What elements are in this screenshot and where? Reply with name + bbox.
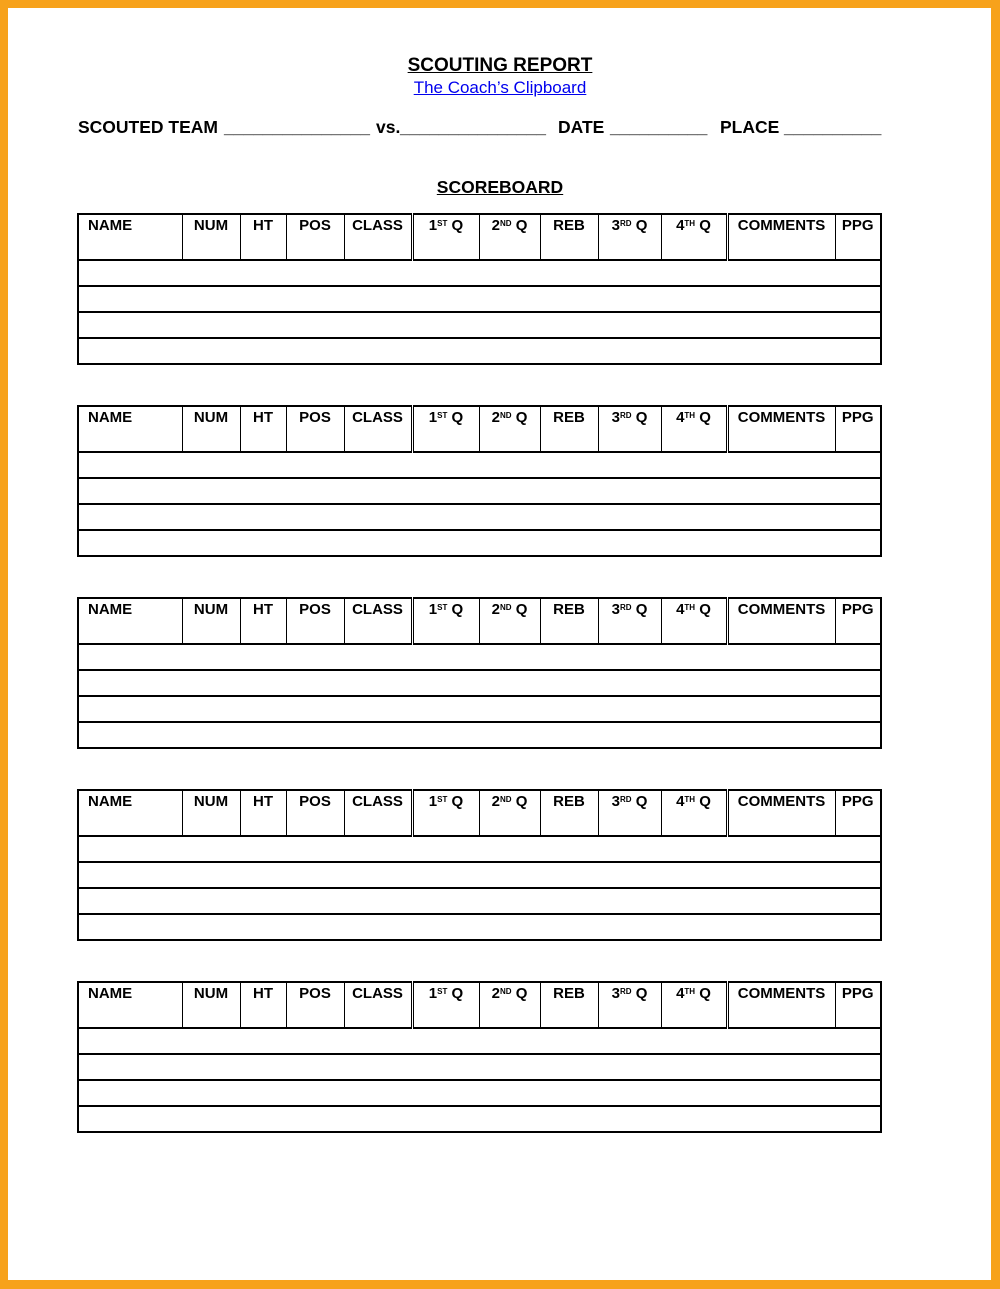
scoreboard-table [77,405,882,557]
column-header [286,982,344,1003]
column-header-label: NUM [193,793,229,810]
quarter-suffix: Q [511,217,528,234]
entry-cell[interactable] [661,235,727,260]
entry-cell[interactable] [412,811,479,836]
blank-row-cell[interactable] [78,1106,881,1132]
column-header-label: POS [299,793,331,810]
column-header-label: NAME [88,409,133,426]
column-header [479,406,540,427]
column-header-label: POS [299,601,331,618]
column-header [598,214,661,235]
vs-label: vs. [376,117,401,137]
blank-row-cell[interactable] [78,836,881,862]
column-header-label: CLASS [352,985,403,1002]
column-header [661,598,727,619]
column-header-label: NAME [88,601,133,618]
entry-cell[interactable] [835,1003,881,1028]
column-header-label: 3 [611,409,620,426]
scoreboard-table [77,213,882,365]
entry-cell[interactable] [598,235,661,260]
entry-cell[interactable] [412,619,479,644]
player-entry-row [78,235,881,260]
entry-cell[interactable] [661,1003,727,1028]
entry-cell[interactable] [78,1003,182,1028]
column-header [835,790,881,811]
column-header [78,214,182,235]
quarter-suffix: Q [631,409,648,426]
column-header [286,598,344,619]
quarter-suffix: Q [631,601,648,618]
blank-row [78,478,881,504]
blank-row [78,1028,881,1054]
column-header [286,406,344,427]
entry-cell[interactable] [479,619,540,644]
entry-cell[interactable] [240,1003,286,1028]
column-header [344,406,412,427]
column-header-label: PPG [841,601,874,618]
entry-cell[interactable] [661,811,727,836]
column-header-label: NUM [193,409,229,426]
entry-cell[interactable] [540,1003,598,1028]
column-header-label: CLASS [352,217,403,234]
player-entry-row [78,1003,881,1028]
blank-row [78,286,881,312]
scoreboard-table [77,597,882,749]
column-header [598,406,661,427]
blank-row-cell[interactable] [78,888,881,914]
column-header [540,406,598,427]
column-header [598,790,661,811]
column-header [344,790,412,811]
column-header [835,214,881,235]
column-header [240,598,286,619]
entry-cell[interactable] [240,619,286,644]
entry-cell[interactable] [661,427,727,452]
header-row [78,982,881,1003]
column-header [479,790,540,811]
quarter-suffix: Q [631,985,648,1002]
date-label: DATE [558,117,605,137]
blank-row [78,914,881,940]
entry-cell[interactable] [727,619,835,644]
column-header-label: 3 [611,793,620,810]
column-header [78,982,182,1003]
column-header [727,982,835,1003]
entry-cell[interactable] [479,1003,540,1028]
column-header [727,790,835,811]
blank-row-cell[interactable] [78,862,881,888]
entry-cell[interactable] [727,235,835,260]
ordinal-suffix: ND [499,795,512,804]
column-header-label: 3 [611,217,620,234]
opponent-field[interactable]: _______________ [400,117,546,137]
entry-cell[interactable] [661,619,727,644]
column-header-label: PPG [841,409,874,426]
entry-cell[interactable] [598,1003,661,1028]
entry-cell[interactable] [286,619,344,644]
column-header-label: 4 [676,985,685,1002]
column-header-label: 2 [491,985,500,1002]
column-header [835,598,881,619]
entry-cell[interactable] [598,811,661,836]
player-entry-row [78,427,881,452]
ordinal-suffix: ND [499,411,512,420]
column-header-label: PPG [841,217,874,234]
column-header-label: CLASS [352,409,403,426]
ordinal-suffix: ND [499,219,512,228]
entry-cell[interactable] [344,1003,412,1028]
column-header-label: NUM [193,601,229,618]
entry-cell[interactable] [727,1003,835,1028]
blank-row [78,312,881,338]
entry-cell[interactable] [344,427,412,452]
blank-row-cell[interactable] [78,1028,881,1054]
blank-row [78,260,881,286]
blank-row [78,1106,881,1132]
column-header [540,982,598,1003]
blank-row-cell[interactable] [78,696,881,722]
quarter-suffix: Q [447,601,464,618]
column-header [182,406,240,427]
header-row [78,214,881,235]
blank-row-cell[interactable] [78,338,881,364]
entry-cell[interactable] [240,235,286,260]
ordinal-suffix: RD [619,603,632,612]
column-header [286,790,344,811]
column-header-label: POS [299,985,331,1002]
column-header-label: COMMENTS [737,409,826,426]
entry-cell[interactable] [344,619,412,644]
column-header [412,982,479,1003]
column-header-label: PPG [841,793,874,810]
column-header-label: HT [253,217,273,234]
entry-cell[interactable] [182,1003,240,1028]
column-header [78,790,182,811]
column-header-label: POS [299,217,331,234]
quarter-suffix: Q [511,985,528,1002]
column-header [727,406,835,427]
entry-cell[interactable] [240,811,286,836]
quarter-suffix: Q [695,601,711,618]
column-header [182,598,240,619]
scouted-team-label: SCOUTED TEAM [78,117,218,137]
entry-cell[interactable] [540,235,598,260]
entry-cell[interactable] [78,811,182,836]
place-field[interactable]: __________ [784,117,882,137]
blank-row-cell[interactable] [78,530,881,556]
blank-row [78,644,881,670]
column-header [727,214,835,235]
scoreboard-table [77,981,882,1133]
header-row [78,790,881,811]
entry-cell[interactable] [286,1003,344,1028]
ordinal-suffix: ST [437,795,448,804]
column-header [78,598,182,619]
quarter-suffix: Q [631,217,648,234]
ordinal-suffix: ND [499,987,512,996]
column-header-label: REB [553,985,585,1002]
ordinal-suffix: ST [437,603,448,612]
ordinal-suffix: ST [437,219,448,228]
header-row [78,598,881,619]
ordinal-suffix: RD [619,987,632,996]
ordinal-suffix: RD [619,411,632,420]
column-header [661,790,727,811]
column-header [286,214,344,235]
column-header [240,406,286,427]
entry-cell[interactable] [598,427,661,452]
column-header [598,982,661,1003]
ordinal-suffix: TH [684,795,696,804]
entry-cell[interactable] [78,235,182,260]
column-header-label: POS [299,409,331,426]
entry-cell[interactable] [78,427,182,452]
column-header [344,598,412,619]
entry-cell[interactable] [182,619,240,644]
column-header-label: 3 [611,985,620,1002]
blank-row-cell[interactable] [78,286,881,312]
scoreboard-table [77,789,882,941]
column-header-label: HT [253,409,273,426]
column-header [540,214,598,235]
quarter-suffix: Q [447,217,464,234]
entry-cell[interactable] [412,1003,479,1028]
column-header-label: 4 [676,793,685,810]
quarter-suffix: Q [447,985,464,1002]
column-header [835,406,881,427]
column-header [540,598,598,619]
place-label: PLACE [720,117,780,137]
column-header-label: 4 [676,217,685,234]
column-header-label: HT [253,985,273,1002]
entry-cell[interactable] [182,811,240,836]
blank-row [78,452,881,478]
header-row [78,406,881,427]
date-field[interactable]: __________ [610,117,708,137]
ordinal-suffix: TH [684,603,696,612]
blank-row-cell[interactable] [78,644,881,670]
blank-row-cell[interactable] [78,722,881,748]
scoreboard-title: SCOREBOARD [436,177,564,197]
column-header-label: HT [253,601,273,618]
quarter-suffix: Q [631,793,648,810]
entry-cell[interactable] [598,619,661,644]
ordinal-suffix: ST [437,411,448,420]
quarter-suffix: Q [511,793,528,810]
column-header-label: NUM [193,985,229,1002]
column-header [661,214,727,235]
column-header-label: REB [553,217,585,234]
column-header-label: NUM [193,217,229,234]
column-header-label: 1 [428,793,438,810]
column-header [727,598,835,619]
column-header [344,982,412,1003]
blank-row [78,862,881,888]
column-header-label: 2 [491,793,500,810]
entry-cell[interactable] [78,619,182,644]
quarter-suffix: Q [695,409,711,426]
entry-cell[interactable] [479,427,540,452]
entry-cell[interactable] [240,427,286,452]
entry-cell[interactable] [479,235,540,260]
entry-cell[interactable] [479,811,540,836]
column-header [412,214,479,235]
entry-cell[interactable] [286,811,344,836]
column-header-label: COMMENTS [737,985,826,1002]
entry-cell[interactable] [727,811,835,836]
column-header [479,214,540,235]
coach-clipboard-link-text[interactable]: The Coach’s Clipboard [413,78,587,97]
column-header-label: 2 [491,409,500,426]
entry-cell[interactable] [727,427,835,452]
player-entry-row [78,811,881,836]
column-header-label: CLASS [352,601,403,618]
quarter-suffix: Q [447,793,464,810]
column-header [344,214,412,235]
entry-cell[interactable] [835,811,881,836]
blank-row-cell[interactable] [78,452,881,478]
entry-cell[interactable] [540,427,598,452]
column-header-label: 4 [676,601,685,618]
blank-row [78,504,881,530]
column-header [412,598,479,619]
column-header [240,214,286,235]
column-header [240,982,286,1003]
blank-row [78,1054,881,1080]
column-header-label: NAME [88,217,133,234]
column-header [412,790,479,811]
column-header [78,406,182,427]
entry-cell[interactable] [835,235,881,260]
ordinal-suffix: RD [619,219,632,228]
column-header [182,214,240,235]
entry-cell[interactable] [344,235,412,260]
ordinal-suffix: TH [684,987,696,996]
entry-cell[interactable] [835,427,881,452]
coach-clipboard-link[interactable] [0,78,1000,98]
column-header-label: 1 [428,409,438,426]
blank-row [78,670,881,696]
quarter-suffix: Q [511,409,528,426]
ordinal-suffix: RD [619,795,632,804]
entry-cell[interactable] [540,811,598,836]
blank-row [78,530,881,556]
column-header [661,982,727,1003]
column-header-label: REB [553,793,585,810]
column-header-label: 1 [428,217,438,234]
entry-cell[interactable] [182,235,240,260]
column-header-label: 4 [676,409,685,426]
column-header-label: 2 [491,601,500,618]
column-header-label: COMMENTS [737,793,826,810]
blank-row [78,696,881,722]
ordinal-suffix: TH [684,411,696,420]
blank-row-cell[interactable] [78,312,881,338]
blank-row [78,1080,881,1106]
player-entry-row [78,619,881,644]
blank-row [78,836,881,862]
document-title: SCOUTING REPORT [407,55,593,76]
column-header [412,406,479,427]
entry-cell[interactable] [412,427,479,452]
blank-row [78,338,881,364]
blank-row-cell[interactable] [78,670,881,696]
blank-row-cell[interactable] [78,1080,881,1106]
column-header [240,790,286,811]
blank-row-cell[interactable] [78,504,881,530]
column-header [835,982,881,1003]
column-header [479,982,540,1003]
scouted-team-field[interactable]: _______________ [224,117,370,137]
blank-row-cell[interactable] [78,478,881,504]
blank-row [78,722,881,748]
ordinal-suffix: TH [684,219,696,228]
quarter-suffix: Q [447,409,464,426]
column-header-label: COMMENTS [737,601,826,618]
column-header-label: REB [553,601,585,618]
column-header [540,790,598,811]
ordinal-suffix: ND [499,603,512,612]
column-header [598,598,661,619]
quarter-suffix: Q [695,217,711,234]
entry-cell[interactable] [835,619,881,644]
column-header [661,406,727,427]
quarter-suffix: Q [695,793,711,810]
column-header-label: HT [253,793,273,810]
entry-cell[interactable] [540,619,598,644]
column-header-label: COMMENTS [737,217,826,234]
quarter-suffix: Q [511,601,528,618]
column-header-label: REB [553,409,585,426]
column-header-label: 3 [611,601,620,618]
column-header-label: CLASS [352,793,403,810]
blank-row-cell[interactable] [78,260,881,286]
column-header [182,982,240,1003]
entry-cell[interactable] [286,235,344,260]
blank-row [78,888,881,914]
column-header-label: 2 [491,217,500,234]
column-header-label: PPG [841,985,874,1002]
entry-cell[interactable] [412,235,479,260]
column-header [182,790,240,811]
entry-cell[interactable] [344,811,412,836]
blank-row-cell[interactable] [78,914,881,940]
entry-cell[interactable] [286,427,344,452]
entry-cell[interactable] [182,427,240,452]
column-header-label: 1 [428,601,438,618]
quarter-suffix: Q [695,985,711,1002]
column-header [479,598,540,619]
column-header-label: 1 [428,985,438,1002]
column-header-label: NAME [88,985,133,1002]
column-header-label: NAME [88,793,133,810]
blank-row-cell[interactable] [78,1054,881,1080]
ordinal-suffix: ST [437,987,448,996]
